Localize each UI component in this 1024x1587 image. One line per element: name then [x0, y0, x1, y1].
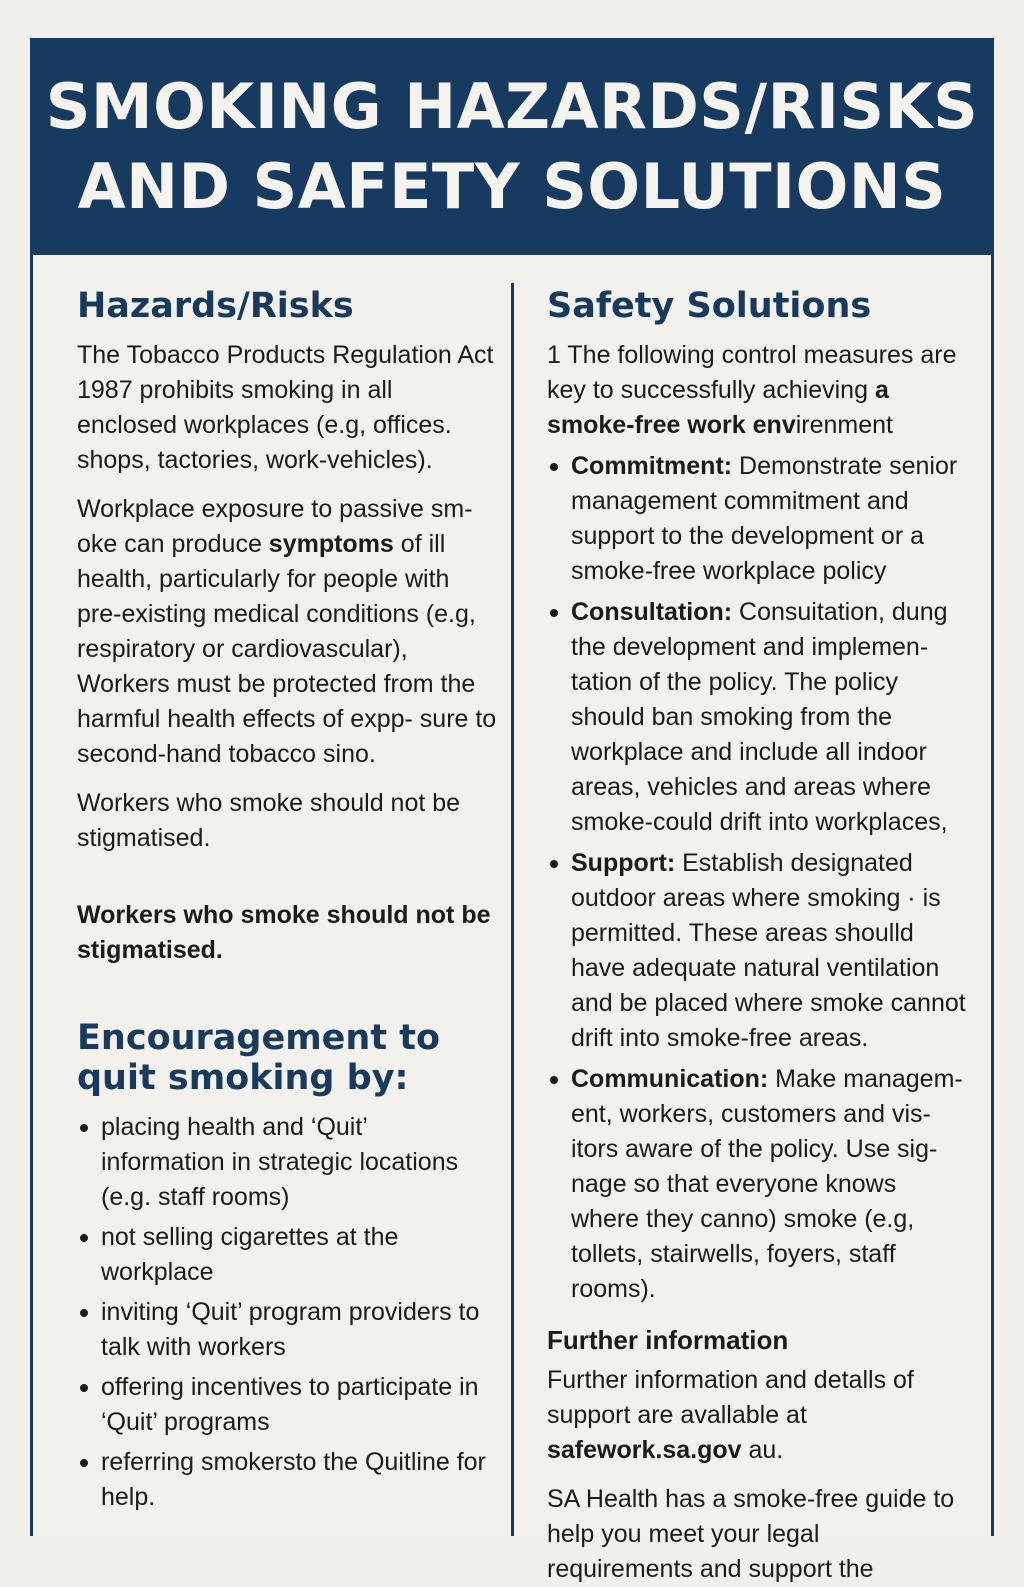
- solutions-intro-end: irenment: [795, 411, 893, 439]
- solution-item-communication: [547, 1062, 967, 1307]
- hazards-p2-start: Workplace exposure to passive sm- oke can produce: [77, 495, 473, 558]
- sa-health-paragraph: SA Health has a smoke-free guide to help you meet your legal requirements and support the: [547, 1485, 955, 1583]
- hazards-column: [77, 286, 497, 1515]
- solution-text: Make managem- ent, workers, customers and vis- itors aware of the policy. Use sig- nage so that everyone knows where they canno) smoke (e.g, tollets, stairwells, foyers, staff rooms).: [571, 1065, 963, 1303]
- solution-label: Consultation:: [571, 598, 733, 626]
- solution-label: Communication:: [571, 1065, 769, 1093]
- hazards-paragraph-4: Workers who smoke should not be stigmatised.: [77, 901, 491, 964]
- solutions-heading: Safety Solutions: [547, 286, 872, 326]
- hazards-paragraph-2: [77, 492, 497, 772]
- solution-text: Consuitation, dung the development and implemen- tation of the policy. The policy should ban smoking from the workplace and include all indoor areas, vehicles and areas where smoke-could drift into workplaces,: [571, 598, 948, 836]
- hazards-paragraph-1: The Tobacco Products Regulation Act 1987 prohibits smoking in all enclosed workplaces (e.g, offices. shops, tactories, work-vehicles).: [77, 341, 494, 474]
- solutions-list: [547, 449, 967, 1307]
- solution-item-support: [547, 846, 967, 1056]
- safework-link[interactable]: safework.sa.gov: [547, 1436, 742, 1464]
- solution-label: Support:: [571, 849, 676, 877]
- solution-text: Establish designated outdoor areas where smoking · is permitted. These areas shoulld have adequate natural ventilation and be placed where smoke cannot drift into smoke-free areas.: [571, 849, 966, 1052]
- solutions-intro-text: 1 The following control measures are key to successfully achieving: [547, 341, 957, 404]
- column-divider: [511, 283, 514, 1536]
- solutions-intro-bold: a smoke-free work env: [547, 376, 889, 439]
- list-item: not selling cigarettes at the workplace: [77, 1220, 497, 1290]
- hazards-p2-end: of ill health, particularly for people with pre-existing medical conditions (e.g, respiratory or cardiovascular), Workers must be protected from the harmful health effects of expp- sure to second-hand tobacco sino.: [77, 530, 497, 768]
- solution-text: Demonstrate senior management commitment and support to the development or a smoke-free workplace policy: [571, 452, 958, 585]
- hazards-heading: Hazards/Risks: [77, 286, 354, 326]
- title-line-2: AND SAFETY SOLUTIONS: [77, 149, 947, 223]
- further-info-end: au.: [741, 1436, 784, 1464]
- title-banner: [33, 38, 991, 255]
- list-item: referring smokersto the Quitline for help.: [77, 1445, 497, 1515]
- further-info-paragraph: [547, 1363, 967, 1468]
- solution-item-commitment: [547, 449, 967, 589]
- encouragement-heading: Encouragement to quit smoking by:: [77, 1018, 441, 1098]
- solutions-intro: [547, 338, 967, 443]
- list-item: placing health and ‘Quit’ information in strategic locations (e.g. staff rooms): [77, 1110, 497, 1215]
- hazards-paragraph-3: Workers who smoke should not be stigmatised.: [77, 789, 461, 852]
- solution-item-consultation: [547, 595, 967, 840]
- solution-label: Commitment:: [571, 452, 733, 480]
- solutions-column: [547, 286, 967, 1587]
- title-line-1: SMOKING HAZARDS/RISKS: [45, 69, 979, 143]
- further-info-text: Further information and detalls of support are avallable at: [547, 1366, 914, 1429]
- list-item: inviting ‘Quit’ program providers to talk with workers: [77, 1295, 497, 1365]
- poster: [30, 38, 994, 1583]
- encouragement-list: [77, 1110, 497, 1515]
- hazards-p2-bold: symptoms: [268, 530, 394, 558]
- further-info-heading: Further information: [547, 1325, 789, 1355]
- list-item: offering incentives to participate in ‘Quit’ programs: [77, 1370, 497, 1440]
